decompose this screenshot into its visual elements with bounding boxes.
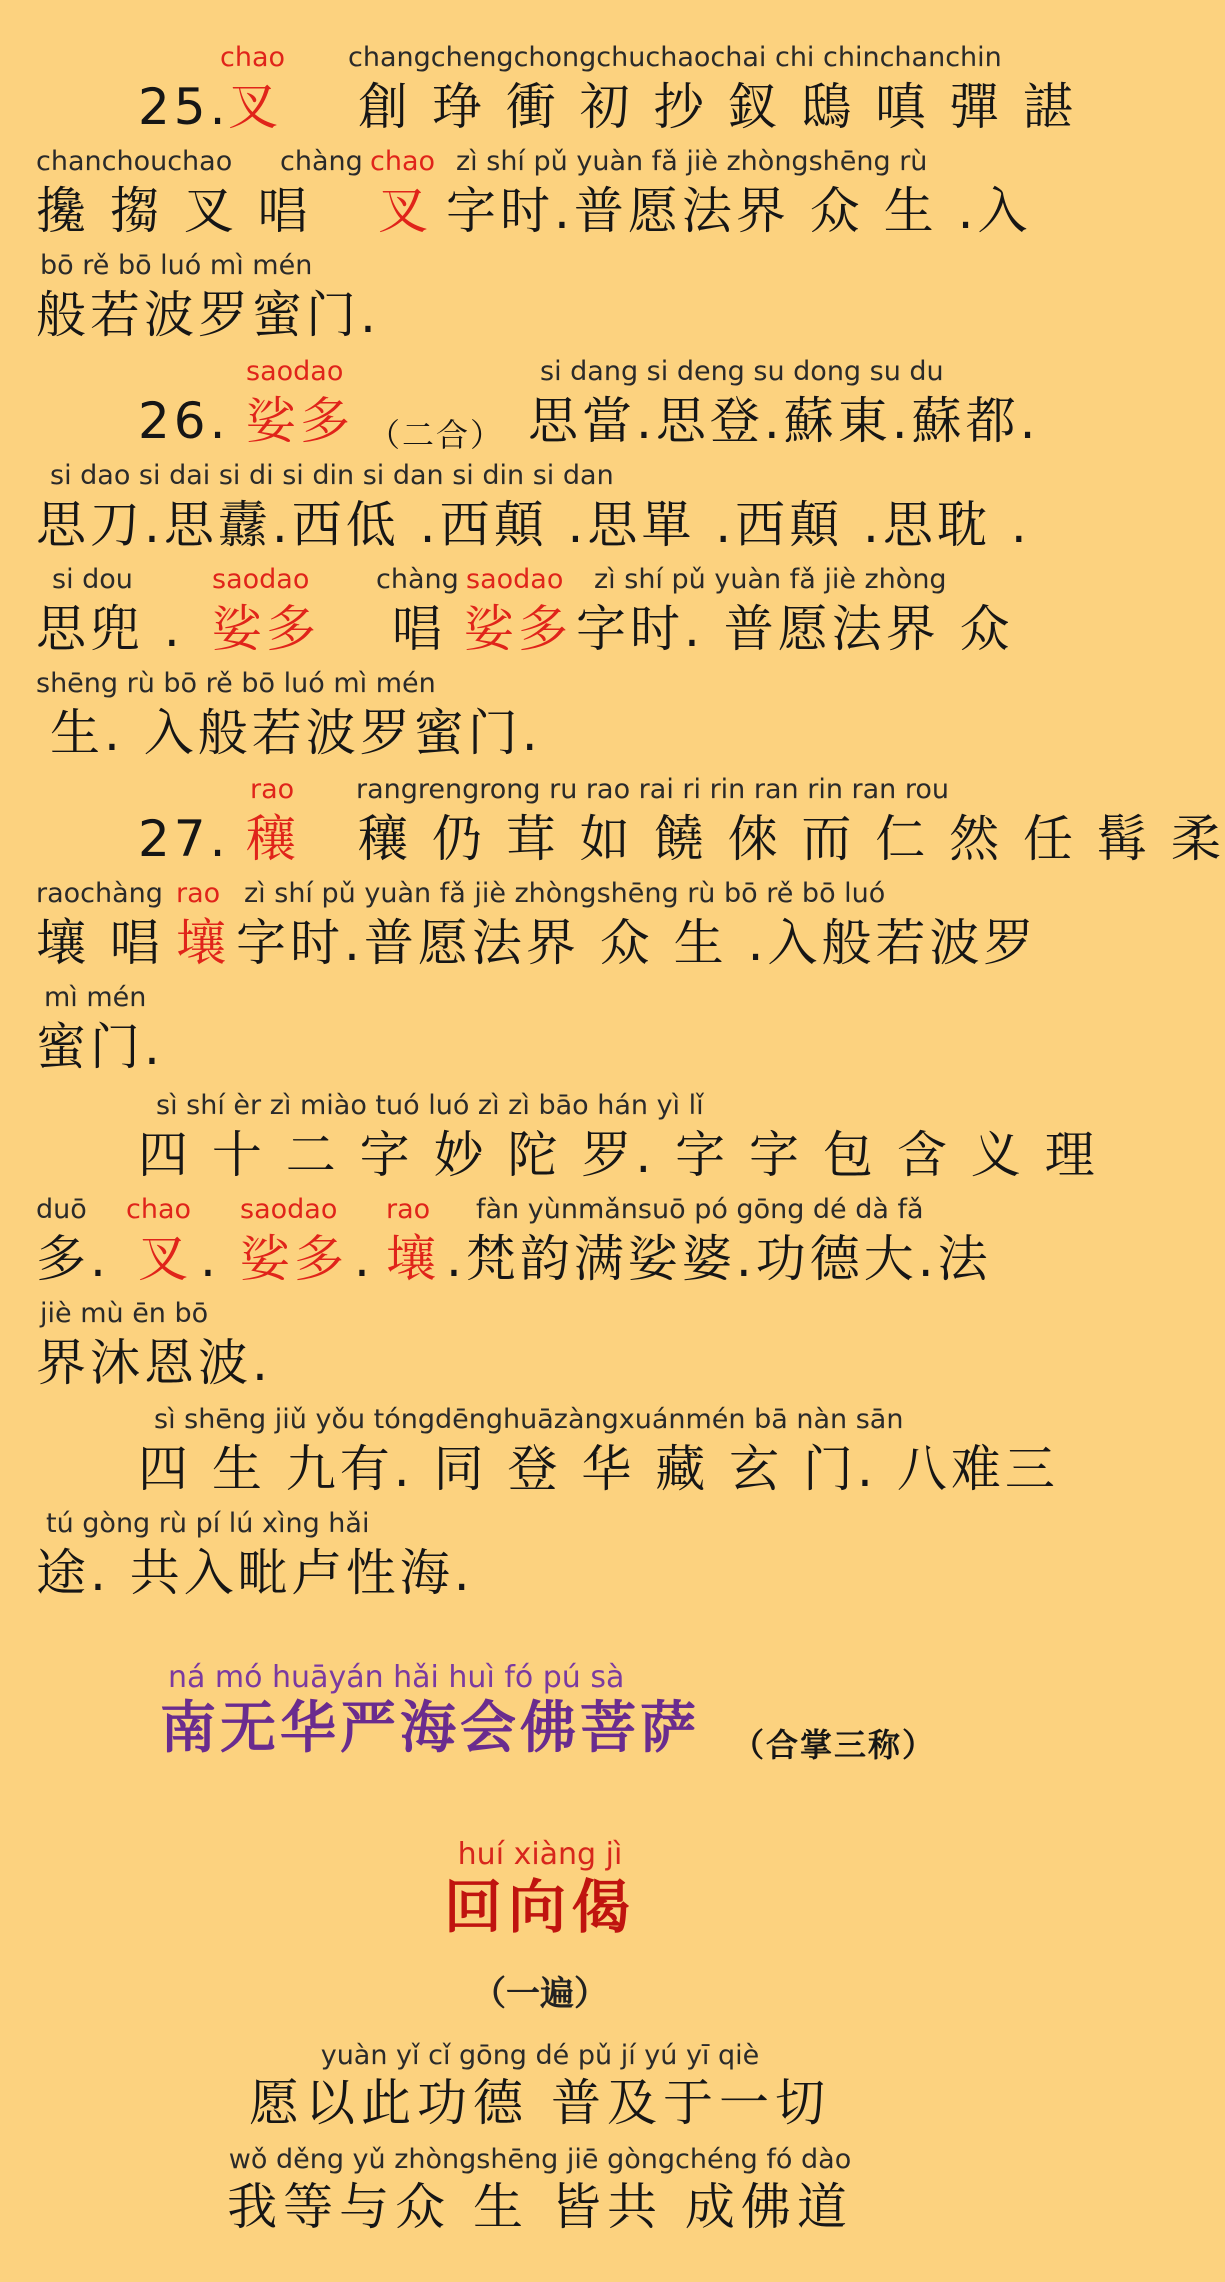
chinese-text: 生. 入般若波罗蜜门.	[50, 704, 542, 762]
pinyin: yuàn yǐ cǐ gōng dé pǔ jí yú yī qiè	[320, 2040, 760, 2071]
pinyin: chanchouchao	[36, 146, 233, 177]
highlight-character: 壤	[386, 1230, 440, 1288]
section-27-line-1	[0, 774, 1225, 878]
pinyin: fàn yùnmǎnsuō pó gōng dé dà fǎ	[476, 1194, 924, 1225]
item-number: 27.	[138, 810, 230, 868]
pinyin: ná mó huāyán hǎi huì fó pú sà	[168, 1660, 625, 1695]
section-25-line-3	[0, 250, 1080, 354]
dedication-title: 回向偈	[443, 1873, 636, 1941]
pinyin: zì shí pǔ yuàn fǎ jiè zhòngshēng rù bō rě bō luó	[244, 878, 886, 909]
chinese-text: 四 生 九有. 同 登 华 藏 玄 门. 八难三	[138, 1440, 1059, 1498]
section-26-line-2	[0, 460, 1080, 564]
pinyin-highlight: chao	[220, 42, 286, 73]
item-number: 26.	[138, 392, 230, 450]
pinyin-highlight: saodao	[240, 1194, 338, 1225]
highlight-character: 叉	[378, 182, 432, 240]
dedication-title-block	[0, 1838, 1080, 1942]
pinyin-highlight: chao	[126, 1194, 192, 1225]
dedication-line-1	[0, 2040, 1080, 2134]
pinyin: si dou	[52, 564, 133, 595]
pinyin: sì shēng jiǔ yǒu tóngdēnghuāzàngxuánmén bā nàn sān	[154, 1404, 904, 1435]
pinyin-highlight: rao	[176, 878, 221, 909]
pinyin: changchengchongchuchaochai chi chinchanchin	[348, 42, 1002, 73]
chinese-text: 創 琤 衝 初 抄 釵 鴟 嗔 彈 諶	[358, 78, 1078, 136]
pinyin: zì shí pǔ yuàn fǎ jiè zhòngshēng rù	[456, 146, 928, 177]
verse-line-5	[0, 1508, 1080, 1612]
chinese-text: 我等与众 生 皆共 成佛道	[227, 2178, 853, 2236]
pinyin: duō	[36, 1194, 87, 1225]
pinyin: si dang si deng su dong su du	[540, 356, 944, 387]
highlight-character: 娑多	[212, 600, 320, 658]
pinyin: sì shí èr zì miào tuó luó zì zì bāo hán yì lǐ	[156, 1090, 704, 1121]
chinese-text: 多.	[36, 1230, 110, 1288]
highlight-character: 叉	[228, 78, 282, 136]
dedication-line-2	[0, 2144, 1080, 2238]
highlight-character: 娑多	[240, 1230, 348, 1288]
chinese-text: 攙 搊 叉 唱	[36, 182, 312, 240]
note-text: （合掌三称）	[732, 1726, 937, 1764]
pinyin: shēng rù bō rě bō luó mì mén	[36, 668, 436, 699]
pinyin-highlight: rao	[386, 1194, 431, 1225]
pinyin: bō rě bō luó mì mén	[40, 250, 313, 281]
pinyin: si dao si dai si di si din si dan si din si dan	[50, 460, 614, 491]
section-26-line-1	[0, 356, 1080, 460]
highlight-character: 娑多	[464, 600, 572, 658]
section-26-line-3	[0, 564, 1080, 668]
separator-dot: .	[354, 1230, 374, 1288]
subtitle-text: （一遍）	[472, 1974, 608, 2014]
homage-line	[0, 1662, 1080, 1782]
verse-line-1	[0, 1090, 1099, 1194]
chinese-text: 壤 唱	[36, 914, 164, 972]
verse-line-4	[0, 1404, 1080, 1508]
pinyin: zì shí pǔ yuàn fǎ jiè zhòng	[594, 564, 947, 595]
highlight-character: 娑多	[246, 392, 354, 450]
chinese-text: 蜜门.	[36, 1018, 164, 1076]
section-26-line-4	[0, 668, 1080, 772]
chinese-text: 穰 仍 茸 如 饒 倈 而 仁 然 任 髯 柔	[358, 810, 1225, 868]
verse-line-3	[0, 1298, 1080, 1402]
pinyin: huí xiàng jì	[457, 1837, 623, 1872]
pinyin: raochàng	[36, 878, 163, 909]
chinese-text: 唱	[392, 600, 446, 658]
pinyin: jiè mù ēn bō	[40, 1298, 209, 1329]
chinese-text: 四 十 二 字 妙 陀 罗. 字 字 包 含 义 理	[138, 1126, 1099, 1184]
pinyin: chàng	[376, 564, 459, 595]
chinese-text: 字时. 普愿法界 众	[576, 600, 1014, 658]
chinese-text: 字时.普愿法界 众 生 .入般若波罗	[236, 914, 1038, 972]
chinese-text: 途. 共入毗卢性海.	[36, 1544, 474, 1602]
item-number: 25.	[138, 78, 230, 136]
chinese-text: 般若波罗蜜门.	[36, 286, 380, 344]
pinyin: wǒ děng yǔ zhòngshēng jiē gòngchéng fó dào	[228, 2144, 852, 2175]
dedication-subtitle	[0, 1966, 1080, 2015]
section-25-line-1	[0, 42, 1080, 146]
section-27-line-2	[0, 878, 1080, 982]
pinyin-highlight: saodao	[466, 564, 564, 595]
pinyin-highlight: rao	[250, 774, 295, 805]
chinese-text: 界沐恩波.	[36, 1334, 272, 1392]
pinyin-highlight: saodao	[212, 564, 310, 595]
pinyin: tú gòng rù pí lú xìng hǎi	[46, 1508, 370, 1539]
chinese-text: 思當.思登.蘇東.蘇都.	[528, 392, 1040, 450]
homage-title: 南无华严海会佛菩萨	[160, 1696, 700, 1761]
pinyin: rangrengrong ru rao rai ri rin ran rin ran rou	[356, 774, 949, 805]
pinyin-highlight: chao	[370, 146, 436, 177]
section-27-line-3	[0, 982, 1080, 1086]
chinese-text: 思刀.思纛.西低 .西顛 .思單 .西顛 .思耽 .	[36, 496, 1031, 554]
separator-dot: .	[200, 1230, 220, 1288]
chinese-text: 愿以此功德 普及于一切	[249, 2074, 831, 2132]
highlight-character: 壤	[176, 914, 230, 972]
pinyin-highlight: saodao	[246, 356, 344, 387]
highlight-character: 穰	[246, 810, 300, 868]
highlight-character: 叉	[138, 1230, 192, 1288]
note-text: （二合）	[368, 416, 505, 454]
pinyin: mì mén	[44, 982, 147, 1013]
chinese-text: .梵韵满娑婆.功德大.法	[446, 1230, 992, 1288]
chinese-text: 思兜 .	[36, 600, 184, 658]
section-25-line-2	[0, 146, 1080, 250]
chinese-text: 字时.普愿法界 众 生 .入	[446, 182, 1032, 240]
verse-line-2	[0, 1194, 1080, 1298]
pinyin: chàng	[280, 146, 363, 177]
